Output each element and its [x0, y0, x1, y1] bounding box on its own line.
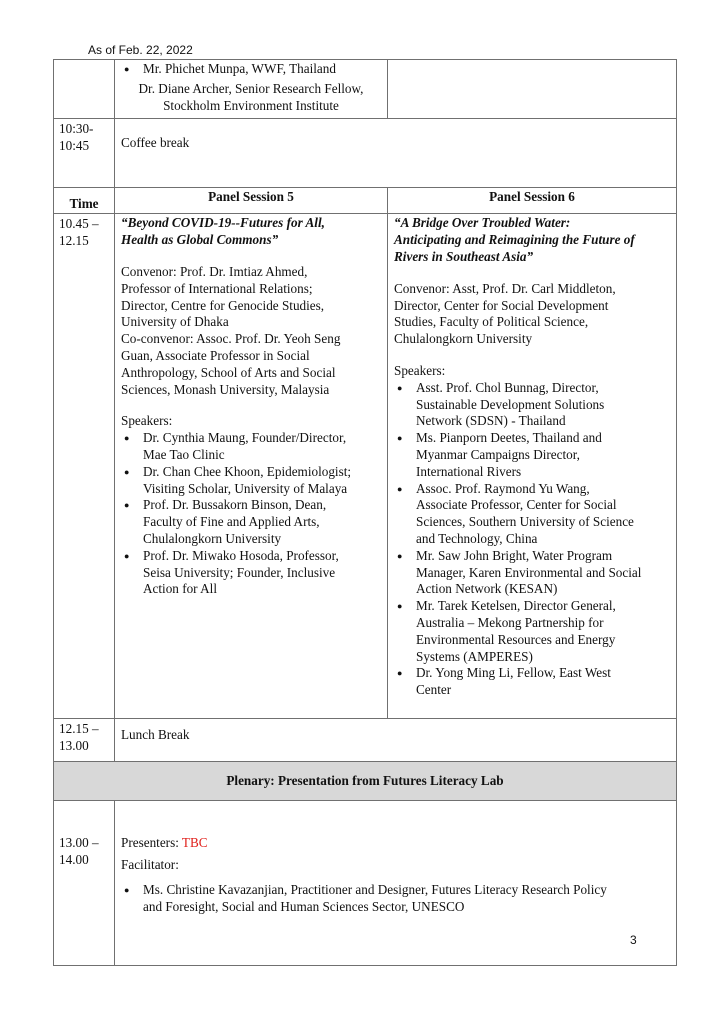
coffee-break-label: Coffee break: [121, 135, 190, 151]
panel6-cell: [388, 214, 677, 719]
time-cell: [54, 119, 115, 188]
list-item: ● Mr. Tarek Ketelsen, Director General, Australia – Mekong Partnership for Environmental Resources and Energy Systems (AMPERES): [394, 598, 670, 665]
time-end: 10:45: [59, 138, 90, 154]
convenor-line: Convenor: Prof. Dr. Imtiaz Ahmed,: [121, 263, 308, 279]
speaker-list: [121, 61, 381, 78]
facilitator-label: Facilitator:: [121, 857, 179, 873]
panel5-speaker-list: [121, 430, 381, 598]
convenor-line: Guan, Associate Professor in Social: [121, 347, 310, 363]
panel5-cell: [115, 214, 388, 719]
table-row: [54, 60, 677, 119]
lunch-cell: [115, 719, 677, 762]
list-item: ● Prof. Dr. Bussakorn Binson, Dean, Faculty of Fine and Applied Arts, Chulalongkorn University: [121, 497, 381, 547]
list-item: ● Dr. Chan Chee Khoon, Epidemiologist; Visiting Scholar, University of Malaya: [121, 464, 381, 498]
time-cell: [54, 801, 115, 966]
table-row: [54, 119, 677, 188]
convenor-line: Anthropology, School of Arts and Social: [121, 364, 336, 380]
list-item: ● Dr. Cynthia Maung, Founder/Director, Mae Tao Clinic: [121, 430, 381, 464]
presenters-cell: [115, 801, 677, 966]
coffee-break-cell: [115, 119, 677, 188]
time-cell: [54, 214, 115, 719]
time-cell: [54, 60, 115, 119]
facilitator-list: [121, 882, 670, 916]
plenary-title: Plenary: Presentation from Futures Literacy Lab: [54, 762, 677, 801]
table-row: [54, 719, 677, 762]
schedule-table: [53, 59, 677, 966]
list-item: ● Prof. Dr. Miwako Hosoda, Professor, Seisa University; Founder, Inclusive Action for All: [121, 548, 381, 598]
panel6-speaker-list: [394, 380, 670, 699]
convenor-line: University of Dhaka: [121, 314, 229, 330]
table-header-row: [54, 188, 677, 214]
convenor-line: Director, Center for Social Development: [394, 297, 609, 313]
panel6-header: Panel Session 6: [388, 188, 677, 214]
page-number: 3: [630, 933, 637, 947]
list-item: ● Dr. Yong Ming Li, Fellow, East West Center: [394, 665, 670, 699]
panel6-convenors: [394, 281, 670, 348]
convenor-line: Convenor: Asst, Prof. Dr. Carl Middleton,: [394, 280, 616, 296]
list-item: ● Ms. Christine Kavazanjian, Practitioner and Designer, Futures Literacy Research Policy and Foresight, Social and Human Sciences Sector, UNESCO: [121, 882, 670, 916]
lunch-label: Lunch Break: [121, 727, 190, 743]
time-start: 10:30-: [59, 121, 94, 137]
time-end: 12.15: [59, 233, 89, 249]
time-start: 13.00 –: [59, 835, 99, 851]
presenters-line: Presenters: TBC: [121, 835, 208, 851]
convenor-line: Chulalongkorn University: [394, 331, 533, 347]
list-item: ● Ms. Pianporn Deetes, Thailand and Myanmar Campaigns Director, International Rivers: [394, 430, 670, 480]
convenor-line: Studies, Faculty of Political Science,: [394, 314, 589, 330]
table-row: [54, 214, 677, 719]
time-start: 12.15 –: [59, 721, 99, 737]
panel5-convenors: [121, 264, 381, 398]
speakers-label: Speakers:: [121, 413, 173, 429]
panel6-title: “A Bridge Over Troubled Water: Anticipating and Reimagining the Future of Rivers in Southeast Asia”: [394, 215, 635, 264]
time-cell: [54, 719, 115, 762]
list-item: ● Mr. Saw John Bright, Water Program Manager, Karen Environmental and Social Action Network (KESAN): [394, 548, 670, 598]
speaker-cell: [115, 60, 388, 119]
panel5-header: Panel Session 5: [115, 188, 388, 214]
table-row: [54, 801, 677, 966]
convenor-line: Director, Centre for Genocide Studies,: [121, 297, 325, 313]
speaker-line: Stockholm Environment Institute: [163, 97, 339, 113]
convenor-line: Professor of International Relations;: [121, 280, 313, 296]
list-item: ● Assoc. Prof. Raymond Yu Wang, Associate Professor, Center for Social Sciences, Southern University of Science and Technology, China: [394, 481, 670, 548]
speaker-line: Dr. Diane Archer, Senior Research Fellow,: [138, 80, 364, 96]
empty-cell: [388, 60, 677, 119]
convenor-line: Co-convenor: Assoc. Prof. Dr. Yeoh Seng: [121, 331, 341, 347]
time-start: 10.45 –: [59, 216, 99, 232]
list-item: ● Mr. Phichet Munpa, WWF, Thailand: [121, 61, 381, 78]
panel5-title: “Beyond COVID-19--Futures for All, Health as Global Commons”: [121, 215, 325, 248]
as-of-date: As of Feb. 22, 2022: [88, 43, 193, 57]
time-end: 14.00: [59, 852, 89, 868]
time-header: Time: [54, 188, 115, 214]
presenters-tbc: TBC: [181, 835, 208, 851]
time-end: 13.00: [59, 738, 89, 754]
convenor-line: Sciences, Monash University, Malaysia: [121, 381, 330, 397]
speakers-label: Speakers:: [394, 362, 446, 378]
plenary-row: [54, 762, 677, 801]
list-item: ● Asst. Prof. Chol Bunnag, Director, Sustainable Development Solutions Network (SDSN) - Thailand: [394, 380, 670, 430]
